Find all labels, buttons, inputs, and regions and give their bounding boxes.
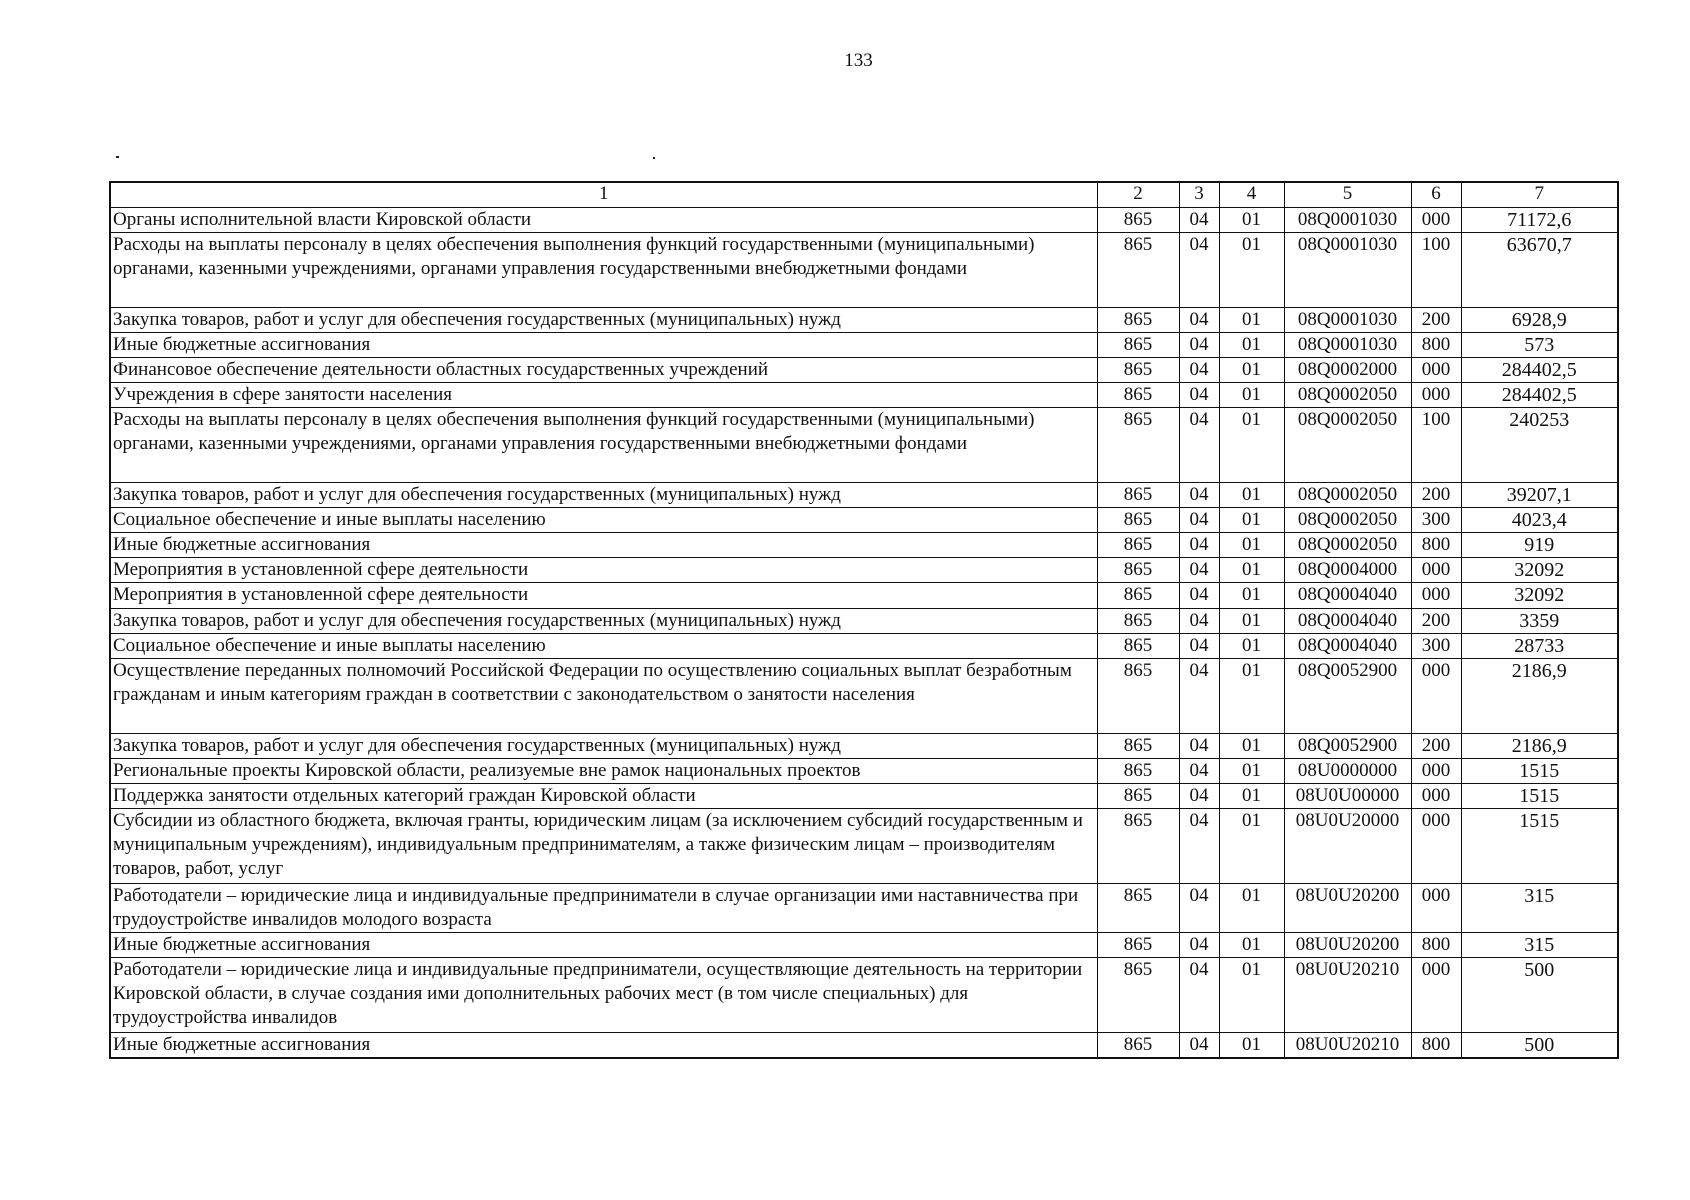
cell-amount: 32092: [1461, 583, 1618, 608]
cell-code-2: 865: [1097, 583, 1179, 608]
row-label: Региональные проекты Кировской области, реализуемые вне рамок национальных проектов: [110, 758, 1097, 783]
cell-code-2: 865: [1097, 383, 1179, 408]
cell-code-2: 865: [1097, 808, 1179, 883]
cell-code-5: 08U0U20200: [1284, 933, 1411, 958]
row-label: Иные бюджетные ассигнования: [110, 332, 1097, 357]
cell-amount: 3359: [1461, 608, 1618, 633]
table-row: [110, 383, 1618, 408]
cell-code-4: 01: [1219, 883, 1284, 933]
row-label: Расходы на выплаты персоналу в целях обеспечения выполнения функций государственными (муниципальными) органами, казенными учреждениями, органами управления государственными внебюджетными фондами: [110, 408, 1097, 483]
table-row: [110, 608, 1618, 633]
cell-amount: 315: [1461, 933, 1618, 958]
page-number: 133: [844, 50, 873, 71]
row-label: Мероприятия в установленной сфере деятельности: [110, 583, 1097, 608]
cell-code-2: 865: [1097, 958, 1179, 1033]
cell-code-4: 01: [1219, 408, 1284, 483]
cell-code-2: 865: [1097, 332, 1179, 357]
cell-code-2: 865: [1097, 783, 1179, 808]
row-label: Иные бюджетные ассигнования: [110, 1033, 1097, 1059]
cell-code-6: 000: [1411, 808, 1461, 883]
cell-code-5: 08U0U20000: [1284, 808, 1411, 883]
cell-code-2: 865: [1097, 533, 1179, 558]
cell-code-6: 000: [1411, 358, 1461, 383]
cell-code-2: 865: [1097, 658, 1179, 733]
table-row: [110, 358, 1618, 383]
cell-amount: 500: [1461, 958, 1618, 1033]
cell-amount: 315: [1461, 883, 1618, 933]
cell-code-6: 000: [1411, 583, 1461, 608]
cell-code-2: 865: [1097, 483, 1179, 508]
table-row: [110, 933, 1618, 958]
cell-amount: 1515: [1461, 758, 1618, 783]
cell-code-4: 01: [1219, 358, 1284, 383]
cell-code-2: 865: [1097, 633, 1179, 658]
cell-code-3: 04: [1179, 733, 1219, 758]
cell-code-4: 01: [1219, 808, 1284, 883]
table-row: [110, 332, 1618, 357]
cell-code-3: 04: [1179, 958, 1219, 1033]
cell-code-6: 000: [1411, 883, 1461, 933]
cell-amount: 39207,1: [1461, 483, 1618, 508]
cell-code-2: 865: [1097, 608, 1179, 633]
cell-code-5: 08U0U20210: [1284, 958, 1411, 1033]
cell-code-5: 08Q0001030: [1284, 208, 1411, 233]
cell-code-5: 08Q0002050: [1284, 383, 1411, 408]
table-row: [110, 883, 1618, 933]
cell-code-6: 200: [1411, 608, 1461, 633]
cell-code-5: 08U0U00000: [1284, 783, 1411, 808]
cell-code-6: 000: [1411, 958, 1461, 1033]
budget-table: [109, 181, 1619, 1059]
col-header-3: 3: [1179, 182, 1219, 208]
cell-code-4: 01: [1219, 208, 1284, 233]
cell-code-5: 08Q0001030: [1284, 233, 1411, 308]
cell-code-6: 800: [1411, 533, 1461, 558]
cell-code-5: 08Q0004000: [1284, 558, 1411, 583]
cell-code-2: 865: [1097, 933, 1179, 958]
cell-code-4: 01: [1219, 533, 1284, 558]
cell-code-6: 100: [1411, 233, 1461, 308]
table-row: [110, 583, 1618, 608]
table-row: [110, 558, 1618, 583]
cell-code-6: 000: [1411, 383, 1461, 408]
cell-amount: 284402,5: [1461, 383, 1618, 408]
cell-code-3: 04: [1179, 332, 1219, 357]
col-header-4: 4: [1219, 182, 1284, 208]
cell-code-6: 000: [1411, 658, 1461, 733]
cell-code-2: 865: [1097, 883, 1179, 933]
cell-amount: 2186,9: [1461, 658, 1618, 733]
cell-code-6: 000: [1411, 558, 1461, 583]
cell-code-3: 04: [1179, 383, 1219, 408]
scan-mark: [116, 156, 119, 158]
row-label: Расходы на выплаты персоналу в целях обеспечения выполнения функций государственными (муниципальными) органами, казенными учреждениями, органами управления государственными внебюджетными фондами: [110, 233, 1097, 308]
cell-code-3: 04: [1179, 658, 1219, 733]
row-label: Мероприятия в установленной сфере деятельности: [110, 558, 1097, 583]
cell-code-5: 08Q0001030: [1284, 307, 1411, 332]
cell-code-5: 08Q0052900: [1284, 658, 1411, 733]
cell-code-2: 865: [1097, 1033, 1179, 1059]
cell-code-5: 08Q0004040: [1284, 633, 1411, 658]
cell-code-3: 04: [1179, 933, 1219, 958]
row-label: Органы исполнительной власти Кировской области: [110, 208, 1097, 233]
row-label: Иные бюджетные ассигнования: [110, 933, 1097, 958]
cell-code-6: 800: [1411, 332, 1461, 357]
cell-code-5: 08Q0002000: [1284, 358, 1411, 383]
cell-code-3: 04: [1179, 583, 1219, 608]
table-row: [110, 758, 1618, 783]
cell-amount: 28733: [1461, 633, 1618, 658]
cell-code-4: 01: [1219, 658, 1284, 733]
table-row: [110, 783, 1618, 808]
cell-code-6: 800: [1411, 1033, 1461, 1059]
cell-code-3: 04: [1179, 558, 1219, 583]
col-header-6: 6: [1411, 182, 1461, 208]
cell-code-4: 01: [1219, 933, 1284, 958]
row-label: Финансовое обеспечение деятельности областных государственных учреждений: [110, 358, 1097, 383]
row-label: Субсидии из областного бюджета, включая гранты, юридическим лицам (за исключением субсидий государственным и муниципальным учреждениям), индивидуальным предпринимателям, а также физическим лицам – производителям товаров, работ, услуг: [110, 808, 1097, 883]
cell-code-3: 04: [1179, 883, 1219, 933]
row-label: Поддержка занятости отдельных категорий граждан Кировской области: [110, 783, 1097, 808]
cell-code-4: 01: [1219, 1033, 1284, 1059]
cell-code-6: 300: [1411, 633, 1461, 658]
cell-code-4: 01: [1219, 307, 1284, 332]
cell-code-4: 01: [1219, 558, 1284, 583]
row-label: Закупка товаров, работ и услуг для обеспечения государственных (муниципальных) нужд: [110, 307, 1097, 332]
cell-amount: 4023,4: [1461, 508, 1618, 533]
cell-code-3: 04: [1179, 233, 1219, 308]
cell-amount: 2186,9: [1461, 733, 1618, 758]
table-row: [110, 808, 1618, 883]
cell-code-2: 865: [1097, 307, 1179, 332]
cell-code-4: 01: [1219, 633, 1284, 658]
cell-code-2: 865: [1097, 508, 1179, 533]
cell-code-5: 08Q0052900: [1284, 733, 1411, 758]
cell-code-3: 04: [1179, 307, 1219, 332]
row-label: Закупка товаров, работ и услуг для обеспечения государственных (муниципальных) нужд: [110, 733, 1097, 758]
cell-code-3: 04: [1179, 608, 1219, 633]
cell-code-3: 04: [1179, 758, 1219, 783]
table-row: [110, 408, 1618, 483]
cell-amount: 63670,7: [1461, 233, 1618, 308]
cell-code-6: 000: [1411, 783, 1461, 808]
cell-amount: 1515: [1461, 783, 1618, 808]
table-row: [110, 307, 1618, 332]
cell-code-4: 01: [1219, 383, 1284, 408]
table-row: [110, 508, 1618, 533]
cell-code-2: 865: [1097, 208, 1179, 233]
cell-code-4: 01: [1219, 758, 1284, 783]
table-row: [110, 483, 1618, 508]
cell-code-3: 04: [1179, 208, 1219, 233]
row-label: Учреждения в сфере занятости населения: [110, 383, 1097, 408]
cell-code-3: 04: [1179, 408, 1219, 483]
row-label: Работодатели – юридические лица и индивидуальные предприниматели в случае организации ими наставничества при трудоустройстве инвалидов молодого возраста: [110, 883, 1097, 933]
cell-code-2: 865: [1097, 733, 1179, 758]
row-label: Осуществление переданных полномочий Российской Федерации по осуществлению социальных выплат безработным гражданам и иным категориям граждан в соответствии с законодательством о занятости населения: [110, 658, 1097, 733]
table-row: [110, 208, 1618, 233]
row-label: Социальное обеспечение и иные выплаты населению: [110, 633, 1097, 658]
cell-amount: 573: [1461, 332, 1618, 357]
cell-code-6: 800: [1411, 933, 1461, 958]
cell-code-4: 01: [1219, 733, 1284, 758]
cell-amount: 240253: [1461, 408, 1618, 483]
cell-code-5: 08U0U20210: [1284, 1033, 1411, 1059]
row-label: Социальное обеспечение и иные выплаты населению: [110, 508, 1097, 533]
cell-code-4: 01: [1219, 583, 1284, 608]
cell-code-5: 08Q0002050: [1284, 483, 1411, 508]
cell-amount: 919: [1461, 533, 1618, 558]
table-row: [110, 233, 1618, 308]
cell-code-6: 000: [1411, 208, 1461, 233]
cell-code-4: 01: [1219, 783, 1284, 808]
cell-code-4: 01: [1219, 332, 1284, 357]
cell-code-4: 01: [1219, 483, 1284, 508]
row-label: Закупка товаров, работ и услуг для обеспечения государственных (муниципальных) нужд: [110, 608, 1097, 633]
scan-mark: [653, 157, 655, 159]
cell-code-3: 04: [1179, 508, 1219, 533]
cell-amount: 71172,6: [1461, 208, 1618, 233]
table-body: [110, 208, 1618, 1059]
col-header-5: 5: [1284, 182, 1411, 208]
header-row: [110, 182, 1618, 208]
cell-code-3: 04: [1179, 483, 1219, 508]
cell-code-3: 04: [1179, 783, 1219, 808]
col-header-2: 2: [1097, 182, 1179, 208]
cell-code-5: 08Q0002050: [1284, 533, 1411, 558]
cell-code-5: 08Q0004040: [1284, 608, 1411, 633]
cell-code-3: 04: [1179, 358, 1219, 383]
cell-code-6: 200: [1411, 733, 1461, 758]
table-row: [110, 658, 1618, 733]
col-header-1: 1: [110, 182, 1097, 208]
cell-code-5: 08Q0004040: [1284, 583, 1411, 608]
row-label: Закупка товаров, работ и услуг для обеспечения государственных (муниципальных) нужд: [110, 483, 1097, 508]
cell-code-2: 865: [1097, 233, 1179, 308]
cell-amount: 32092: [1461, 558, 1618, 583]
cell-code-6: 100: [1411, 408, 1461, 483]
cell-code-5: 08U0U20200: [1284, 883, 1411, 933]
cell-amount: 500: [1461, 1033, 1618, 1059]
cell-code-6: 000: [1411, 758, 1461, 783]
table-row: [110, 533, 1618, 558]
cell-code-5: 08Q0002050: [1284, 508, 1411, 533]
row-label: Иные бюджетные ассигнования: [110, 533, 1097, 558]
cell-code-6: 300: [1411, 508, 1461, 533]
cell-code-3: 04: [1179, 633, 1219, 658]
cell-code-5: 08U0000000: [1284, 758, 1411, 783]
cell-code-4: 01: [1219, 233, 1284, 308]
cell-amount: 284402,5: [1461, 358, 1618, 383]
table-row: [110, 958, 1618, 1033]
cell-code-3: 04: [1179, 808, 1219, 883]
cell-code-4: 01: [1219, 958, 1284, 1033]
table-row: [110, 633, 1618, 658]
col-header-7: 7: [1461, 182, 1618, 208]
cell-code-2: 865: [1097, 408, 1179, 483]
cell-code-6: 200: [1411, 307, 1461, 332]
cell-code-4: 01: [1219, 508, 1284, 533]
cell-code-5: 08Q0001030: [1284, 332, 1411, 357]
row-label: Работодатели – юридические лица и индивидуальные предприниматели, осуществляющие деятельность на территории Кировской области, в случае создания ими дополнительных рабочих мест (в том числе специальных) для трудоустройства инвалидов: [110, 958, 1097, 1033]
cell-code-3: 04: [1179, 533, 1219, 558]
cell-code-4: 01: [1219, 608, 1284, 633]
cell-code-2: 865: [1097, 558, 1179, 583]
table-row: [110, 733, 1618, 758]
cell-code-2: 865: [1097, 358, 1179, 383]
cell-code-3: 04: [1179, 1033, 1219, 1059]
cell-code-6: 200: [1411, 483, 1461, 508]
cell-code-5: 08Q0002050: [1284, 408, 1411, 483]
table-row: [110, 1033, 1618, 1059]
cell-amount: 1515: [1461, 808, 1618, 883]
cell-code-2: 865: [1097, 758, 1179, 783]
cell-amount: 6928,9: [1461, 307, 1618, 332]
